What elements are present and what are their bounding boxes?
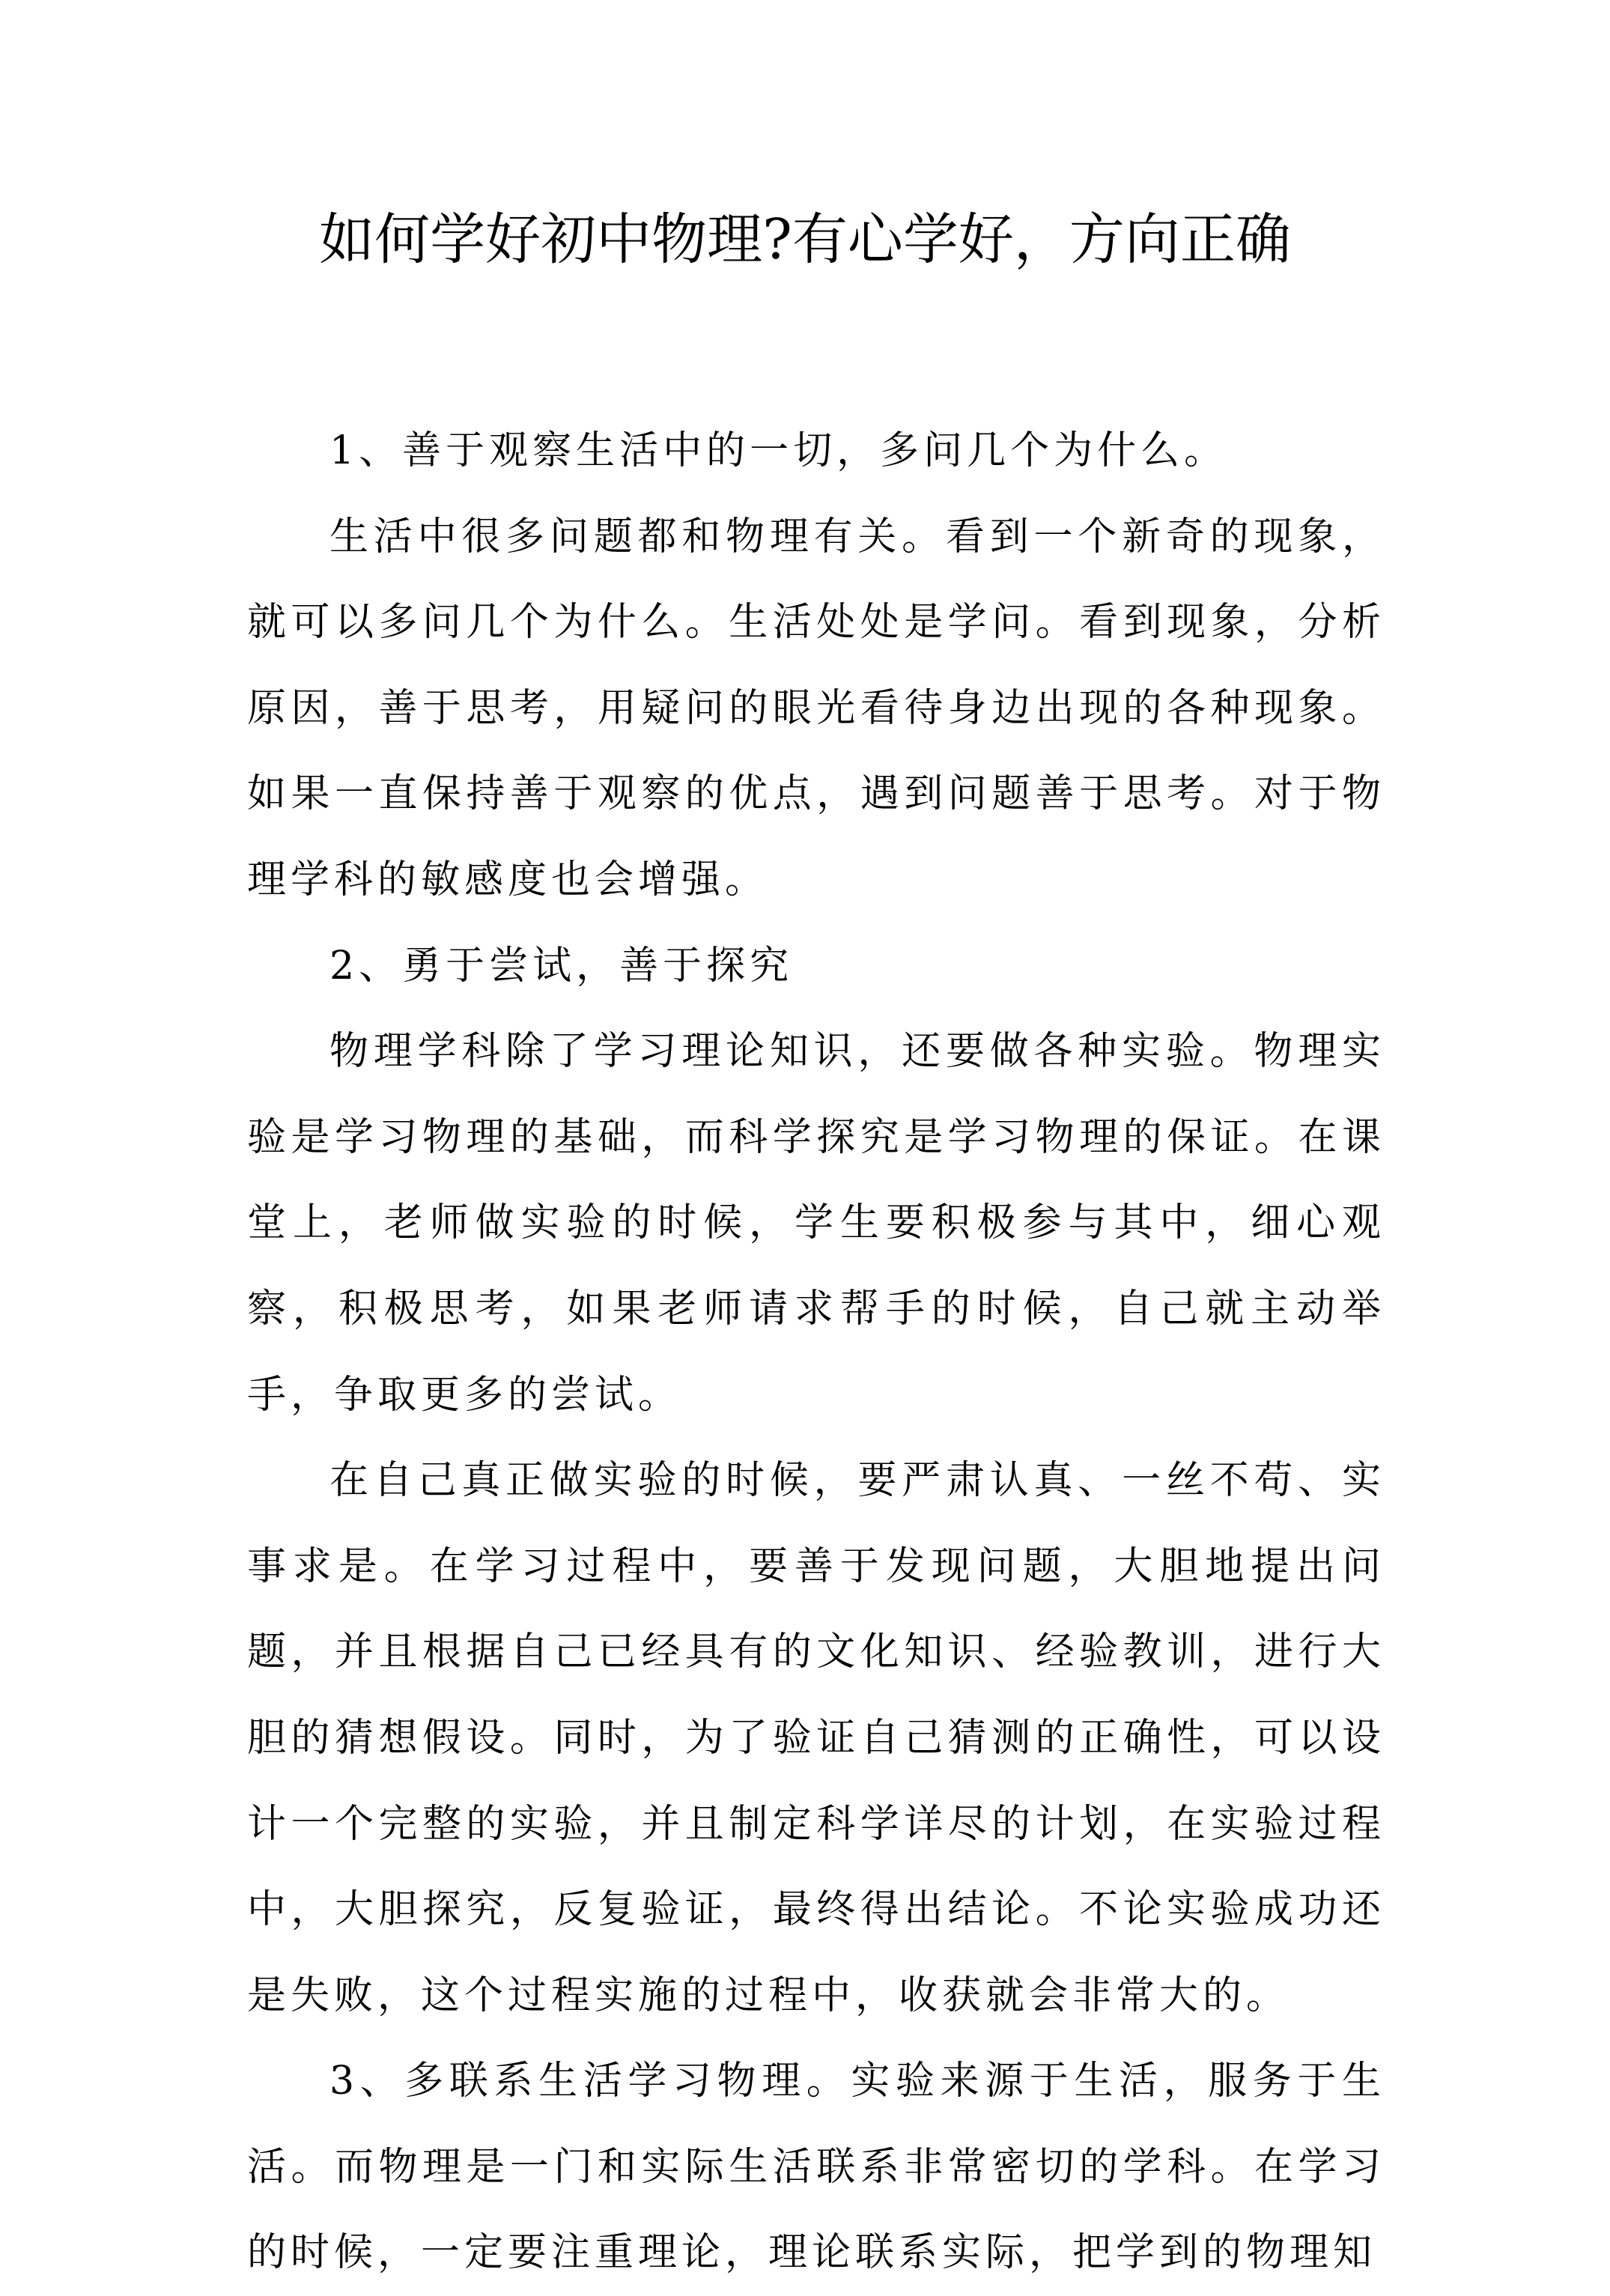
paragraph: 在自己真正做实验的时候，要严肃认真、一丝不苟、实事求是。在学习过程中，要善于发现问题，大胆地提出问题，并且根据自己已经具有的文化知识、经验教训，进行大胆的猜想假设。同时，为了验证自己猜测的正确性，可以设计一个完整的实验，并且制定科学详尽的计划，在实验过程中，大胆探究，反复验证，最终得出结论。不论实验成功还是失败，这个过程实施的过程中，收获就会非常大的。 bbox=[247, 1458, 1385, 2018]
paragraph: 物理学科除了学习理论知识，还要做各种实验。物理实验是学习物理的基础，而科学探究是学习物理的保证。在课堂上，老师做实验的时候，学生要积极参与其中，细心观察，积极思考，如果老师请求帮手的时候，自己就主动举手，争取更多的尝试。 bbox=[247, 1029, 1385, 1418]
paragraph: 生活中很多问题都和物理有关。看到一个新奇的现象，就可以多问几个为什么。生活处处是学问。看到现象，分析原因，善于思考，用疑问的眼光看待身边出现的各种现象。如果一直保持善于观察的优点，遇到问题善于思考。对于物理学科的敏感度也会增强。 bbox=[247, 514, 1385, 902]
paragraph-heading-2: 2、勇于尝试，善于探究 bbox=[329, 943, 794, 988]
paragraph-heading-1: 1、善于观察生活中的一切，多问几个为什么。 bbox=[329, 428, 1228, 473]
document-title: 如何学好初中物理?有心学好，方向正确 bbox=[319, 207, 1291, 272]
paragraph-heading-3: 3、多联系生活学习物理。实验来源于生活，服务于生活。而物理是一门和实际生活联系非常密切的学科。在学习的时候，一定要注重理论，理论联系实际，把学到的物理知 bbox=[247, 2059, 1385, 2276]
document-body bbox=[247, 408, 1385, 2296]
